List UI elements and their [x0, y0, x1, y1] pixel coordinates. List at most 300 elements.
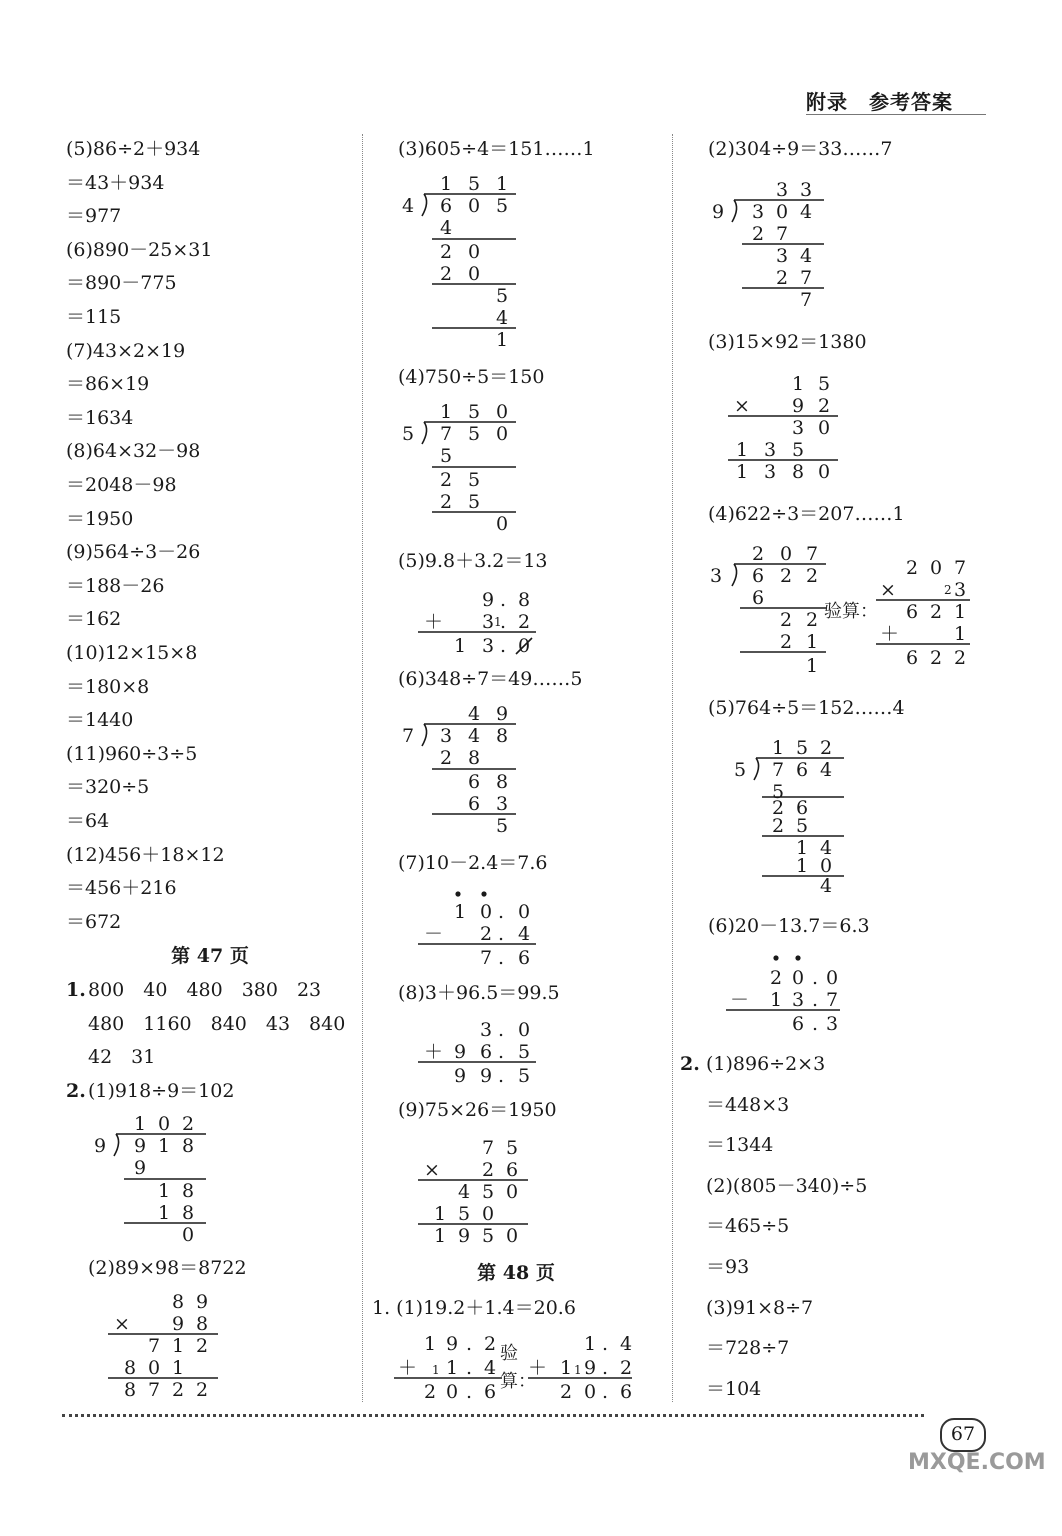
- col3-q2-expression-line: (3)91×8÷7: [706, 1296, 814, 1319]
- long-division-750-by-5: [400, 400, 530, 540]
- svg-text:8: 8: [468, 747, 481, 769]
- svg-text:2: 2: [196, 1335, 209, 1357]
- svg-text:8: 8: [124, 1379, 137, 1401]
- col1-expression-line: (12)456＋18×12: [66, 843, 225, 866]
- svg-text:9: 9: [172, 1313, 185, 1335]
- svg-text:.: .: [498, 1065, 505, 1087]
- addition-19.2-plus-1.4: [394, 1330, 514, 1402]
- col1-expression-line: ＝86×19: [66, 373, 150, 396]
- svg-text:2: 2: [806, 609, 819, 631]
- page-48-heading: 第 48 页: [477, 1262, 555, 1284]
- svg-text:9: 9: [134, 1157, 147, 1179]
- check-multiplication-207-by-3: [876, 556, 976, 668]
- col3-q2-expression-line: (1)896÷2×3: [706, 1053, 826, 1075]
- header-rule: [806, 114, 986, 115]
- svg-text:2: 2: [440, 747, 453, 769]
- multiplication-15-by-92: [728, 370, 848, 482]
- svg-text:7: 7: [772, 759, 785, 781]
- svg-text:2: 2: [440, 241, 453, 263]
- long-division-918-by-9: [90, 1112, 220, 1252]
- svg-text:0: 0: [468, 195, 481, 217]
- svg-text:5: 5: [506, 1137, 519, 1159]
- svg-text:7: 7: [480, 947, 493, 969]
- col1-expression-line: ＝672: [66, 910, 122, 933]
- svg-text:5: 5: [496, 195, 509, 217]
- svg-text:8: 8: [496, 725, 509, 747]
- svg-text:6: 6: [480, 1041, 493, 1063]
- page-number-badge: 67: [940, 1418, 986, 1452]
- q1-answers-row-3: 42 31: [88, 1046, 156, 1068]
- col3-expr-4: (4)622÷3＝207……1: [708, 503, 905, 525]
- svg-text:9: 9: [480, 1065, 493, 1087]
- svg-text:3: 3: [776, 245, 789, 267]
- svg-text:3: 3: [440, 725, 453, 747]
- check-addition-1.4-plus-19.2: [528, 1330, 638, 1402]
- page-header-title: 附录 参考答案: [806, 90, 953, 114]
- svg-text:5: 5: [734, 759, 747, 781]
- svg-text:3: 3: [792, 417, 805, 439]
- svg-text:6: 6: [468, 793, 481, 815]
- svg-text:8: 8: [518, 589, 531, 611]
- col1-expression-line: ＝188－26: [66, 574, 165, 597]
- col2-expr-5: (5)9.8＋3.2＝13: [398, 550, 548, 572]
- col3-q2-expression-line: ＝1344: [706, 1134, 774, 1157]
- q2-number: 2.: [66, 1080, 86, 1102]
- svg-text:7: 7: [148, 1379, 161, 1401]
- svg-text:4: 4: [402, 195, 415, 217]
- svg-text:3: 3: [792, 989, 805, 1011]
- col3-expr-2: (2)304÷9＝33……7: [708, 138, 893, 160]
- svg-text:3: 3: [710, 565, 723, 587]
- svg-text:0: 0: [506, 1225, 519, 1247]
- col1-expression-line: (10)12×15×8: [66, 642, 198, 664]
- svg-text:1: 1: [446, 1357, 459, 1379]
- svg-text:8: 8: [496, 771, 509, 793]
- svg-text:0: 0: [468, 263, 481, 285]
- svg-text:4: 4: [800, 245, 813, 267]
- col3-check-label: 验算：: [824, 601, 878, 622]
- svg-text:2: 2: [440, 263, 453, 285]
- svg-text:3: 3: [800, 179, 813, 201]
- svg-text:0: 0: [480, 901, 493, 923]
- p48-q1-expression: 1. (1)19.2＋1.4＝20.6: [372, 1297, 576, 1319]
- svg-text:1: 1: [954, 623, 967, 645]
- svg-text:4: 4: [800, 201, 813, 223]
- svg-text:8: 8: [792, 461, 805, 483]
- svg-text:3: 3: [482, 635, 495, 657]
- svg-text:3: 3: [776, 179, 789, 201]
- col3-q2-expression-line: (2)(805－340)÷5: [706, 1174, 868, 1197]
- svg-text:2: 2: [518, 611, 531, 633]
- svg-text:6: 6: [506, 1159, 519, 1181]
- col1-expression-line: ＝890－775: [66, 272, 177, 295]
- svg-text:9: 9: [712, 201, 725, 223]
- svg-text:6: 6: [484, 1381, 497, 1403]
- col3-expr-5: (5)764÷5＝152……4: [708, 697, 905, 719]
- addition-3-plus-96.5: [418, 1016, 538, 1088]
- col3-q2-number: 2.: [680, 1053, 700, 1075]
- svg-text:2: 2: [806, 565, 819, 587]
- svg-text:0: 0: [496, 513, 509, 535]
- svg-text:1: 1: [454, 635, 467, 657]
- svg-text:9: 9: [496, 703, 509, 725]
- col3-expr-6: (6)20－13.7＝6.3: [708, 915, 870, 937]
- col1-expression-line: (6)890－25×31: [66, 238, 213, 261]
- svg-text:1: 1: [134, 1113, 147, 1135]
- long-division-348-by-7: [400, 702, 530, 842]
- q2-1-expression: (1)918÷9＝102: [88, 1080, 235, 1102]
- svg-text:2: 2: [620, 1357, 633, 1379]
- svg-text:1: 1: [736, 461, 749, 483]
- svg-text:8: 8: [182, 1180, 195, 1202]
- svg-text:8: 8: [124, 1357, 137, 1379]
- svg-text:＋: ＋: [528, 1357, 548, 1379]
- svg-text:6: 6: [440, 195, 453, 217]
- svg-text:2: 2: [484, 1333, 497, 1355]
- svg-text:5: 5: [440, 445, 453, 467]
- svg-text:8: 8: [172, 1291, 185, 1313]
- svg-text:1: 1: [806, 655, 819, 677]
- svg-text:0: 0: [446, 1381, 459, 1403]
- svg-text:1: 1: [424, 1333, 437, 1355]
- col3-q2-expression-line: ＝104: [706, 1377, 762, 1400]
- svg-text:7: 7: [148, 1335, 161, 1357]
- svg-text:0: 0: [820, 855, 833, 877]
- svg-text:×: ×: [734, 395, 750, 417]
- q2-2-expression: (2)89×98＝8722: [88, 1257, 247, 1279]
- svg-text:4: 4: [468, 703, 481, 725]
- svg-text:.: .: [466, 1333, 473, 1355]
- long-division-622-by-3: [708, 542, 838, 682]
- svg-text:.: .: [812, 989, 819, 1011]
- addition-9.8-plus-3.2: [418, 586, 538, 658]
- long-division-764-by-5: [732, 736, 862, 896]
- svg-text:5: 5: [482, 1225, 495, 1247]
- svg-text:6: 6: [906, 647, 919, 669]
- svg-text:.: .: [498, 923, 505, 945]
- svg-text:7: 7: [440, 423, 453, 445]
- svg-text:2: 2: [196, 1379, 209, 1401]
- svg-text:5: 5: [518, 1065, 531, 1087]
- svg-text:1: 1: [454, 901, 467, 923]
- svg-text:.: .: [498, 947, 505, 969]
- svg-text:2: 2: [482, 1159, 495, 1181]
- svg-text:8: 8: [182, 1202, 195, 1224]
- svg-text:5: 5: [458, 1203, 471, 1225]
- svg-text:＋: ＋: [424, 611, 444, 633]
- q1-number: 1.: [66, 979, 86, 1001]
- svg-text:6: 6: [906, 601, 919, 623]
- column-divider-right: [672, 134, 673, 1402]
- svg-text:7: 7: [482, 1137, 495, 1159]
- svg-text:7: 7: [776, 223, 789, 245]
- svg-text:5: 5: [402, 423, 415, 445]
- svg-text:1: 1: [434, 1203, 447, 1225]
- multiplication-75-by-26: [418, 1134, 538, 1246]
- svg-text:1: 1: [772, 737, 785, 759]
- svg-text:0: 0: [518, 901, 531, 923]
- svg-text:＋: ＋: [424, 1041, 444, 1063]
- svg-text:2: 2: [480, 923, 493, 945]
- col1-expression-line: (8)64×32－98: [66, 440, 201, 463]
- svg-text:1: 1: [796, 855, 809, 877]
- svg-text:6: 6: [468, 771, 481, 793]
- svg-text:9: 9: [134, 1135, 147, 1157]
- col1-expression-line: ＝1634: [66, 406, 134, 429]
- svg-text:0: 0: [482, 1203, 495, 1225]
- svg-text:2: 2: [770, 967, 783, 989]
- col1-expression-line: ＝162: [66, 608, 122, 631]
- svg-text:3: 3: [826, 1013, 839, 1035]
- svg-text:2: 2: [440, 469, 453, 491]
- svg-text:2: 2: [930, 647, 943, 669]
- svg-text:0: 0: [780, 543, 793, 565]
- svg-text:0: 0: [148, 1357, 161, 1379]
- svg-text:.: .: [812, 967, 819, 989]
- col1-expression-line: ＝977: [66, 205, 122, 228]
- svg-text:1: 1: [158, 1202, 171, 1224]
- check-label: 验算：: [500, 1343, 536, 1392]
- svg-text:.: .: [466, 1381, 473, 1403]
- svg-text:9: 9: [454, 1065, 467, 1087]
- col2-expr-9: (9)75×26＝1950: [398, 1099, 557, 1121]
- multiplication-89-by-98: [108, 1288, 228, 1400]
- col2-expr-3: (3)605÷4＝151……1: [398, 138, 595, 160]
- svg-text:6: 6: [518, 947, 531, 969]
- svg-text:1: 1: [560, 1357, 573, 1379]
- svg-text:9: 9: [458, 1225, 471, 1247]
- col1-expression-line: ＝456＋216: [66, 877, 177, 900]
- svg-text:0: 0: [518, 1019, 531, 1041]
- svg-text:1: 1: [440, 173, 453, 195]
- svg-text:4: 4: [820, 837, 833, 859]
- svg-text:1: 1: [494, 615, 502, 629]
- svg-text:2: 2: [560, 1381, 573, 1403]
- svg-text:1: 1: [584, 1333, 597, 1355]
- svg-text:5: 5: [468, 173, 481, 195]
- svg-text:2: 2: [818, 395, 831, 417]
- svg-text:5: 5: [796, 815, 809, 837]
- svg-text:3: 3: [752, 201, 765, 223]
- svg-text:7: 7: [826, 989, 839, 1011]
- svg-text:4: 4: [468, 725, 481, 747]
- col3-q2-expression-line: ＝465÷5: [706, 1215, 790, 1238]
- svg-text:0: 0: [468, 241, 481, 263]
- svg-text:2: 2: [776, 267, 789, 289]
- svg-text:5: 5: [482, 1181, 495, 1203]
- svg-text:.: .: [498, 901, 505, 923]
- col1-expression-line: ＝180×8: [66, 675, 150, 698]
- svg-text:5: 5: [468, 469, 481, 491]
- col1-expression-line: ＝2048－98: [66, 474, 177, 496]
- svg-text:3: 3: [954, 579, 967, 601]
- svg-text:4: 4: [458, 1181, 471, 1203]
- svg-text:5: 5: [468, 491, 481, 513]
- svg-text:1: 1: [574, 1363, 582, 1377]
- svg-text:4: 4: [496, 307, 509, 329]
- q1-answers-row-1: 800 40 480 380 23: [88, 979, 322, 1001]
- svg-text:0: 0: [776, 201, 789, 223]
- subtraction-10-minus-2.4: [418, 884, 538, 980]
- col2-expr-4: (4)750÷5＝150: [398, 366, 545, 388]
- svg-text:0: 0: [496, 401, 509, 423]
- svg-text:6: 6: [620, 1381, 633, 1403]
- col2-expr-6: (6)348÷7＝49……5: [398, 668, 583, 690]
- svg-text:1: 1: [172, 1335, 185, 1357]
- svg-text:4: 4: [820, 759, 833, 781]
- column-divider-left: [362, 134, 363, 1402]
- svg-text:＋: ＋: [398, 1357, 418, 1379]
- col2-expr-7: (7)10－2.4＝7.6: [398, 852, 548, 874]
- col1-expression-line: ＝1950: [66, 507, 134, 530]
- svg-text:6: 6: [752, 587, 765, 609]
- svg-text:2: 2: [780, 609, 793, 631]
- svg-text:5: 5: [792, 439, 805, 461]
- svg-text:1: 1: [954, 601, 967, 623]
- svg-text:3: 3: [764, 461, 777, 483]
- svg-text:1: 1: [806, 631, 819, 653]
- svg-text:3: 3: [482, 611, 495, 633]
- svg-text:3: 3: [480, 1019, 493, 1041]
- svg-text:.: .: [602, 1333, 609, 1355]
- svg-text:3: 3: [496, 793, 509, 815]
- svg-text:.: .: [500, 589, 507, 611]
- svg-text:0: 0: [792, 967, 805, 989]
- svg-text:.: .: [466, 1357, 473, 1379]
- svg-text:4: 4: [484, 1357, 497, 1379]
- svg-text:5: 5: [496, 815, 509, 837]
- svg-text:4: 4: [820, 875, 833, 897]
- svg-text:2: 2: [752, 223, 765, 245]
- svg-text:9: 9: [584, 1357, 597, 1379]
- svg-text:1: 1: [432, 1363, 440, 1377]
- svg-text:0: 0: [518, 635, 531, 657]
- svg-text:1: 1: [440, 401, 453, 423]
- q1-answers-row-2: 480 1160 840 43 840: [88, 1013, 346, 1035]
- svg-text:×: ×: [114, 1313, 130, 1335]
- svg-text:.: .: [812, 1013, 819, 1035]
- svg-text:0: 0: [930, 557, 943, 579]
- svg-text:4: 4: [518, 923, 531, 945]
- svg-text:6: 6: [796, 797, 809, 819]
- svg-text:5: 5: [496, 285, 509, 307]
- svg-text:5: 5: [772, 781, 785, 803]
- svg-text:1: 1: [172, 1357, 185, 1379]
- svg-text:.: .: [500, 635, 507, 657]
- long-division-605-by-4: [400, 172, 530, 352]
- svg-text:6: 6: [796, 759, 809, 781]
- svg-text:.: .: [500, 611, 507, 633]
- svg-text:9: 9: [94, 1135, 107, 1157]
- svg-text:1: 1: [770, 989, 783, 1011]
- svg-text:9: 9: [482, 589, 495, 611]
- svg-text:0: 0: [818, 417, 831, 439]
- col1-expression-line: ＝43＋934: [66, 171, 165, 194]
- svg-text:2: 2: [954, 647, 967, 669]
- svg-text:1: 1: [158, 1180, 171, 1202]
- svg-text:0: 0: [584, 1381, 597, 1403]
- page-47-heading: 第 47 页: [171, 945, 249, 967]
- svg-text:.: .: [498, 1041, 505, 1063]
- svg-text:.: .: [602, 1357, 609, 1379]
- svg-text:0: 0: [182, 1224, 195, 1246]
- svg-text:1: 1: [496, 329, 509, 351]
- svg-text:8: 8: [182, 1135, 195, 1157]
- svg-text:1: 1: [496, 173, 509, 195]
- svg-text:2: 2: [772, 815, 785, 837]
- col1-expression-line: ＝1440: [66, 709, 134, 732]
- svg-text:2: 2: [820, 737, 833, 759]
- col1-expression-line: (11)960÷3÷5: [66, 742, 198, 765]
- svg-text:×: ×: [880, 579, 896, 601]
- svg-text:9: 9: [454, 1041, 467, 1063]
- svg-text:2: 2: [440, 491, 453, 513]
- svg-text:2: 2: [172, 1379, 185, 1401]
- svg-text:5: 5: [518, 1041, 531, 1063]
- watermark-logo: MXQE.COM: [908, 1450, 1046, 1475]
- svg-text:0: 0: [496, 423, 509, 445]
- svg-text:6: 6: [792, 1013, 805, 1035]
- svg-text:4: 4: [620, 1333, 633, 1355]
- svg-text:5: 5: [818, 373, 831, 395]
- col1-expression-line: (9)564÷3－26: [66, 541, 201, 564]
- svg-text:2: 2: [930, 601, 943, 623]
- col1-expression-line: (7)43×2×19: [66, 339, 186, 362]
- svg-text:－: －: [424, 923, 444, 945]
- svg-text:5: 5: [468, 423, 481, 445]
- svg-text:0: 0: [818, 461, 831, 483]
- svg-text:.: .: [602, 1381, 609, 1403]
- svg-text:1: 1: [796, 837, 809, 859]
- col1-expression-line: (5)86÷2＋934: [66, 138, 201, 160]
- svg-text:2: 2: [772, 797, 785, 819]
- svg-text:＋: ＋: [880, 623, 900, 645]
- svg-text:7: 7: [800, 267, 813, 289]
- col3-expr-3: (3)15×92＝1380: [708, 331, 867, 353]
- svg-text:1: 1: [792, 373, 805, 395]
- col1-expression-line: ＝320÷5: [66, 776, 150, 799]
- svg-text:3: 3: [764, 439, 777, 461]
- svg-text:.: .: [498, 1019, 505, 1041]
- svg-text:2: 2: [780, 565, 793, 587]
- col2-expr-8: (8)3＋96.5＝99.5: [398, 982, 560, 1004]
- svg-text:7: 7: [806, 543, 819, 565]
- col1-expression-line: ＝115: [66, 306, 122, 328]
- svg-text:7: 7: [954, 557, 967, 579]
- svg-text:9: 9: [792, 395, 805, 417]
- col3-q2-expression-line: ＝93: [706, 1256, 750, 1278]
- footer-dotted-rule: [62, 1414, 924, 1417]
- svg-text:9: 9: [446, 1333, 459, 1355]
- svg-text:×: ×: [424, 1159, 440, 1181]
- svg-text:1: 1: [158, 1135, 171, 1157]
- col3-q2-expression-line: ＝448×3: [706, 1093, 790, 1116]
- svg-text:4: 4: [440, 217, 453, 239]
- svg-text:1: 1: [434, 1225, 447, 1247]
- col3-q2-expression-line: ＝728÷7: [706, 1337, 790, 1360]
- subtraction-20-minus-13.7: [726, 950, 846, 1036]
- svg-text:6: 6: [752, 565, 765, 587]
- svg-text:5: 5: [468, 401, 481, 423]
- svg-text:5: 5: [796, 737, 809, 759]
- svg-text:2: 2: [906, 557, 919, 579]
- svg-text:7: 7: [402, 725, 415, 747]
- svg-text:0: 0: [826, 967, 839, 989]
- svg-text:8: 8: [196, 1313, 209, 1335]
- svg-text:0: 0: [158, 1113, 171, 1135]
- svg-text:2: 2: [182, 1113, 195, 1135]
- svg-text:7: 7: [800, 289, 813, 311]
